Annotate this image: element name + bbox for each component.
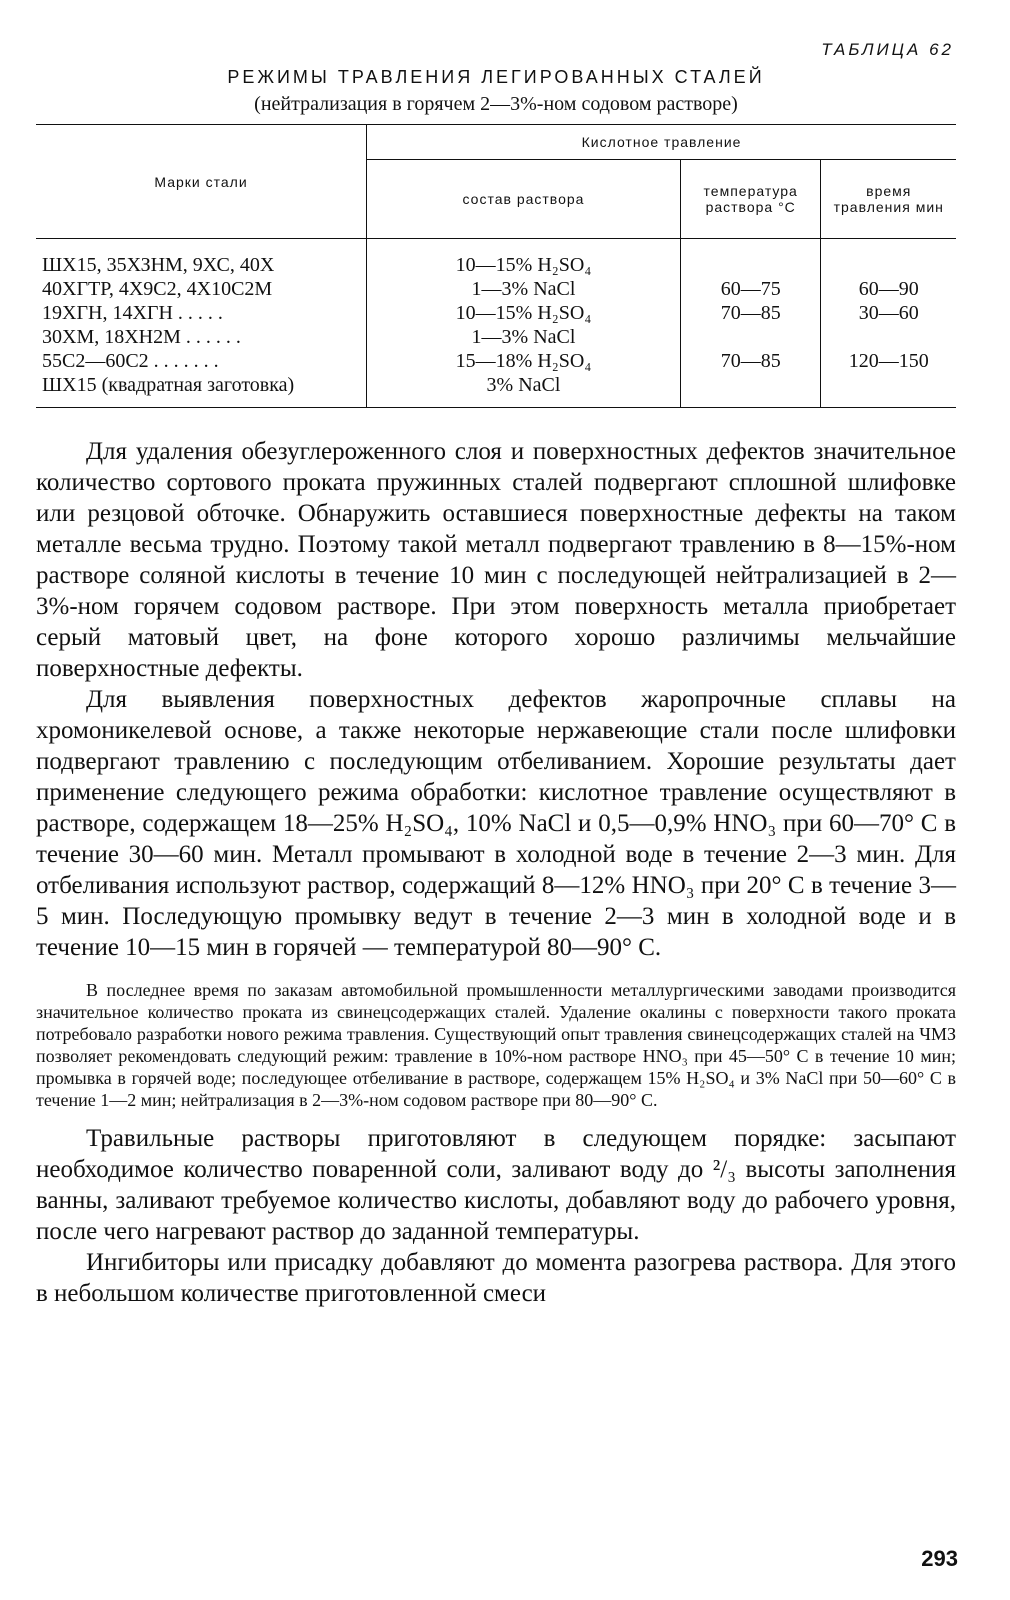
composition-line: 3% NaCl	[486, 374, 561, 396]
table-number: ТАБЛИЦА 62	[821, 40, 954, 59]
page-number: 293	[921, 1546, 958, 1571]
etching-modes-table	[36, 124, 956, 408]
table-subtitle: (нейтрализация в горячем 2—3%-ном содовом растворе)	[254, 93, 738, 115]
grade-line: 30ХМ, 18ХН2М . . . . . .	[42, 326, 241, 348]
book-page	[36, 40, 956, 1309]
grade-line: 55С2—60С2 . . . . . . .	[42, 350, 219, 372]
time-cell	[821, 239, 956, 408]
small-print-paragraph: В последнее время по заказам автомобильной промышленности металлургическими заводами производится значительное количество проката из свинецсодержащих сталей. Удаление окалины с поверхности такого проката потребовало разработки нового режима травления. Существующий опыт травления свинецсодержащих сталей на ЧМЗ позволяет рекомендовать следующий режим: травление в 10%-ном растворе HNO₃ при 45—50° С в течение 10 мин; промывка в горячей воде; последующее отбеливание в растворе, содержащем 15% H₂SO₄ и 3% NaCl при 50—60° С в течение 1—2 мин; нейтрализация в 2—3%-ном содовом растворе при 80—90° С.	[36, 980, 956, 1110]
grade-line: 19ХГН, 14ХГН . . . . .	[42, 302, 223, 324]
composition-line: 15—18% H₂SO₄	[455, 350, 592, 372]
composition-line: 10—15% H₂SO₄	[455, 302, 592, 324]
temperature-value: 60—75	[720, 278, 781, 300]
grades-cell	[36, 239, 367, 408]
time-value: 120—150	[848, 350, 929, 372]
time-value: 60—90	[858, 278, 919, 300]
header-grades: Марки стали	[36, 125, 367, 239]
composition-line: 10—15% H₂SO₄	[455, 254, 592, 276]
table-row	[36, 239, 956, 408]
paragraph: Ингибиторы или присадку добавляют до момента разогрева раствора. Для этого в небольшом количестве приготовленной смеси	[36, 1249, 956, 1307]
paragraph: Для выявления поверхностных дефектов жаропрочные сплавы на хромоникелевой основе, а также некоторые нержавеющие стали после шлифовки подвергают травлению с последующим отбеливанием. Хорошие результаты дает применение следующего режима обработки: кислотное травление осуществляют в растворе, содержащем 18—25% H₂SO₄, 10% NaCl и 0,5—0,9% HNO₃ при 60—70° С в течение 30—60 мин. Металл промывают в холодной воде в течение 2—3 мин. Для отбеливания используют раствор, содержащий 8—12% HNO₃ при 20° С в течение 3—5 мин. Последующую промывку ведут в течение 2—3 мин в холодной воде и в течение 10—15 мин в горячей — температурой 80—90° С.	[36, 686, 956, 961]
main-text	[36, 436, 956, 963]
paragraph: Травильные растворы приготовляют в следующем порядке: засыпают необходимое количество поваренной соли, заливают воду до ²/₃ высоты заполнения ванны, заливают требуемое количество кислоты, добавляют воду до рабочего уровня, после чего нагревают раствор до заданной температуры.	[36, 1125, 956, 1245]
grade-line: ШХ15 (квадратная заготовка)	[42, 374, 295, 396]
grade-line: ШХ15, 35ХЗНМ, 9ХС, 40Х	[42, 254, 275, 276]
grade-line: 40ХГТР, 4Х9С2, 4Х10С2М	[42, 278, 273, 300]
header-acid-etching: Кислотное травление	[367, 125, 956, 160]
header-composition: состав раствора	[367, 160, 681, 239]
temperature-cell	[680, 239, 821, 408]
composition-cell	[367, 239, 681, 408]
paragraph: Для удаления обезуглероженного слоя и поверхностных дефектов значительное количество сортового проката пружинных сталей подвергают сплошной шлифовке или резцовой обточке. Обнаружить оставшиеся поверхностные дефекты на таком металле весьма трудно. Поэтому такой металл подвергают травлению в 8—15%-ном растворе соляной кислоты в течение 10 мин с последующей нейтрализацией в 2—3%-ном горячем содовом растворе. При этом поверхность металла приобретает серый матовый цвет, на фоне которого хорошо различимы мельчайшие поверхностные дефекты.	[36, 438, 956, 682]
composition-line: 1—3% NaCl	[471, 326, 576, 348]
header-time: время травления мин	[833, 183, 944, 215]
header-temperature: температура раствора °С	[680, 160, 821, 239]
time-value: 30—60	[858, 302, 919, 324]
main-text-continued	[36, 1123, 956, 1309]
composition-line: 1—3% NaCl	[471, 278, 576, 300]
temperature-value: 70—85	[720, 350, 781, 372]
temperature-value: 70—85	[720, 302, 781, 324]
table-title: РЕЖИМЫ ТРАВЛЕНИЯ ЛЕГИРОВАННЫХ СТАЛЕЙ	[227, 67, 765, 87]
